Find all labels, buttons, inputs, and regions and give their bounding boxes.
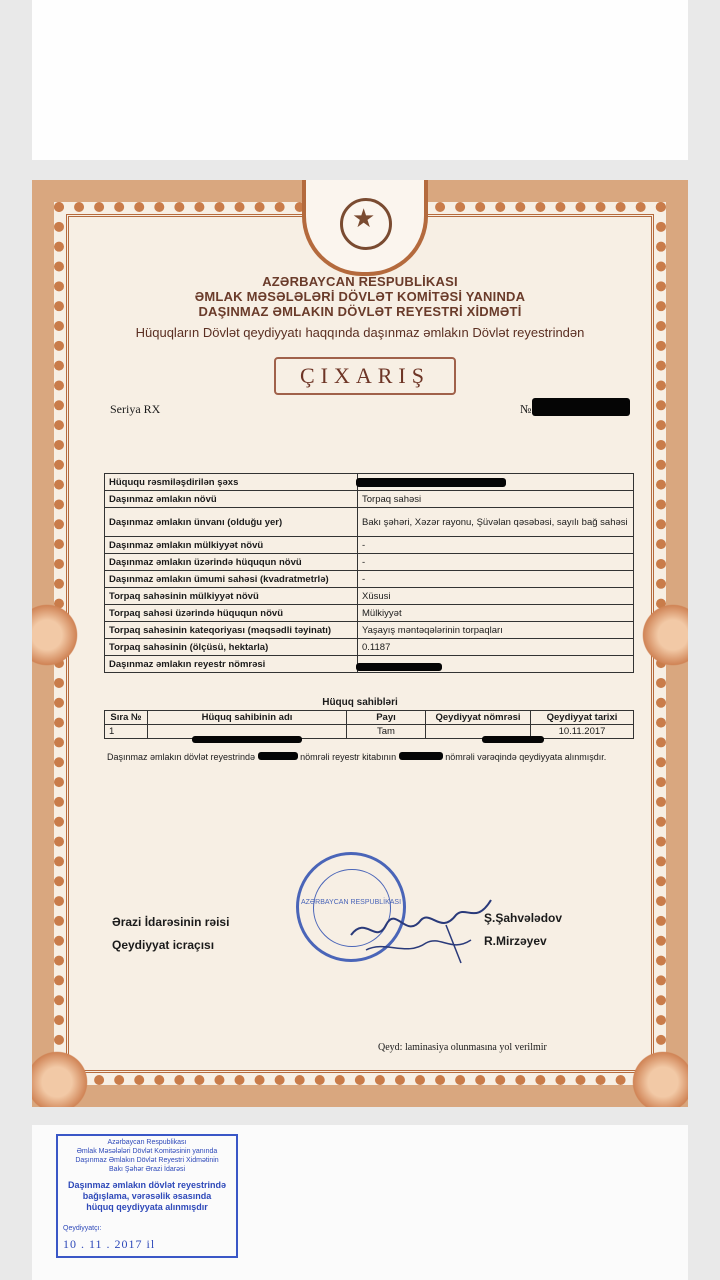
owners-cell: 10.11.2017 — [531, 725, 634, 739]
info-key: Daşınmaz əmlakın ünvanı (olduğu yer) — [105, 508, 358, 537]
owners-header: Sıra № — [105, 711, 148, 725]
owners-header: Hüquq sahibinin adı — [148, 711, 347, 725]
name-registrar: R.Mirzəyev — [484, 934, 547, 948]
role-head: Ərazi İdarəsinin rəisi — [112, 915, 230, 929]
role-registrar: Qeydiyyat icraçısı — [112, 938, 215, 952]
info-value: Torpaq sahəsi — [358, 491, 634, 508]
stamp-line: Daşınmaz Əmlakın Dövlət Reyestri Xidmətinin — [75, 1157, 219, 1164]
info-key: Torpaq sahəsinin (ölçüsü, hektarla) — [105, 639, 358, 656]
lamination-note: Qeyd: laminasiya olunmasına yol verilmir — [378, 1042, 547, 1053]
info-value: - — [358, 571, 634, 588]
info-value: - — [358, 537, 634, 554]
stamp-registrar-label: Qeydiyyatçı: — [63, 1225, 102, 1232]
number-label: № — [520, 402, 532, 416]
info-key: Torpaq sahəsinin kateqoriyası (məqsədli təyinatı) — [105, 622, 358, 639]
document-title: ÇIXARIŞ — [274, 357, 456, 395]
certificate — [32, 180, 688, 1107]
owners-header: Qeydiyyat tarixi — [531, 711, 634, 725]
owners-table — [104, 710, 634, 739]
info-key: Daşınmaz əmlakın ümumi sahəsi (kvadratmetrlə) — [105, 571, 358, 588]
header-line3: DAŞINMAZ ƏMLAKIN DÖVLƏT REYESTRİ XİDMƏTİ — [198, 304, 522, 319]
info-value: Yaşayış məntəqələrinin torpaqları — [358, 622, 634, 639]
info-value: - — [358, 554, 634, 571]
stamp-line: hüquq qeydiyyata alınmışdır — [86, 1202, 208, 1212]
header-line1: AZƏRBAYCAN RESPUBLİKASI — [262, 274, 458, 289]
redacted-registry — [356, 663, 442, 671]
info-key: Hüququ rəsmiləşdirilən şəxs — [105, 474, 358, 491]
seal-text: AZƏRBAYCAN RESPUBLİKASI — [300, 899, 402, 906]
emblem-icon — [340, 198, 392, 250]
series-label: Seriya RX — [110, 402, 161, 416]
redacted-page — [399, 752, 443, 760]
info-key: Daşınmaz əmlakın mülkiyyət növü — [105, 537, 358, 554]
redacted-book — [258, 752, 298, 760]
owners-cell: Tam — [347, 725, 426, 739]
stamp-line: bağışlama, vərəsəlik əsasında — [82, 1191, 212, 1201]
note-text: nömrəli vərəqində qeydiyyata — [445, 752, 563, 762]
owners-title: Hüquq sahibləri — [322, 697, 398, 708]
stamp-line: Bakı Şəhər Ərazi İdarəsi — [108, 1166, 186, 1173]
info-value: Mülkiyyət — [358, 605, 634, 622]
info-key: Torpaq sahəsinin mülkiyyət növü — [105, 588, 358, 605]
redacted-owner-name — [192, 736, 302, 743]
redacted-owner — [356, 478, 506, 487]
name-head: Ş.Şahvələdov — [484, 911, 563, 925]
stamp-date: 10 . 11 . 2017 il — [63, 1237, 156, 1251]
previous-page — [32, 0, 688, 160]
info-key: Daşınmaz əmlakın növü — [105, 491, 358, 508]
stamp-line: Daşınmaz əmlakın dövlət reyestrində — [67, 1180, 227, 1190]
signature-mark — [346, 895, 496, 965]
registration-stamp — [56, 1134, 238, 1258]
redacted-reg-number — [482, 736, 544, 743]
owners-cell: 1 — [105, 725, 148, 739]
owners-header: Qeydiyyat nömrəsi — [426, 711, 531, 725]
stamp-line: Əmlak Məsələləri Dövlət Komitəsinin yanında — [76, 1148, 218, 1155]
info-value: 0.1187 — [358, 639, 634, 656]
info-key: Daşınmaz əmlakın üzərində hüququn növü — [105, 554, 358, 571]
registry-note — [107, 751, 612, 763]
property-info-table — [104, 473, 634, 673]
header-line2: ƏMLAK MƏSƏLƏLƏRİ DÖVLƏT KOMİTƏSİ YANINDA — [194, 289, 526, 304]
note-text: Daşınmaz əmlakın dövlət reyestrində — [107, 752, 256, 762]
owners-header: Payı — [347, 711, 426, 725]
info-key: Daşınmaz əmlakın reyestr nömrəsi — [105, 656, 358, 673]
stamp-line: Azərbaycan Respublikası — [107, 1139, 187, 1146]
info-value: Xüsusi — [358, 588, 634, 605]
header-subtitle: Hüquqların Dövlət qeydiyyatı haqqında daşınmaz əmlakın Dövlət reyestrindən — [135, 325, 585, 340]
info-value: Bakı şəhəri, Xəzər rayonu, Şüvəlan qəsəbəsi, sayılı bağ sahəsi — [358, 508, 634, 537]
redacted-number — [532, 398, 630, 416]
info-key: Torpaq sahəsi üzərində hüququn növü — [105, 605, 358, 622]
note-text: alınmışdır. — [564, 752, 607, 762]
note-text: nömrəli reyestr kitabının — [300, 752, 397, 762]
